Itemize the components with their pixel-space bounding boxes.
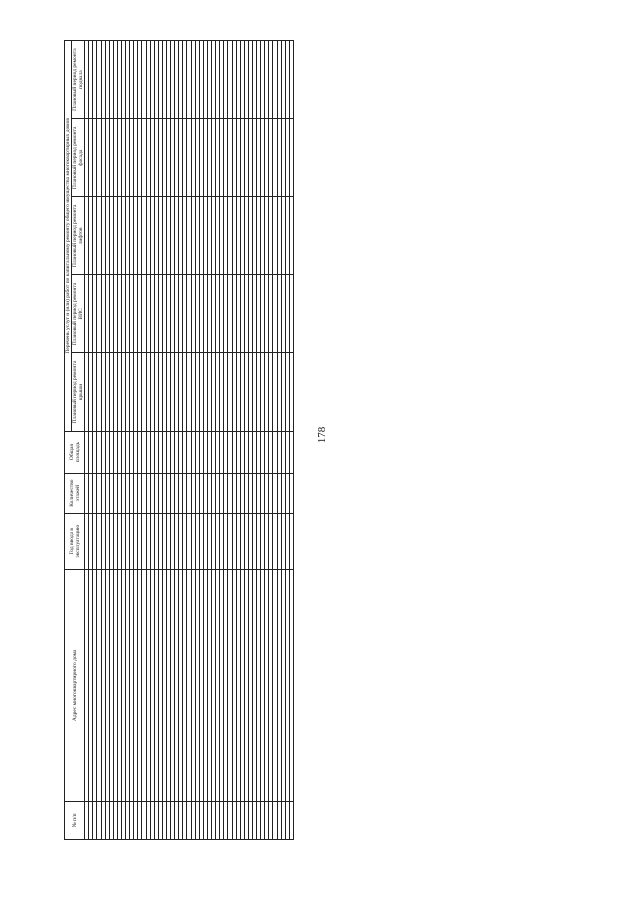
header-row-top: [65, 41, 72, 840]
table-cell: [289, 41, 293, 119]
table-cell: [289, 473, 293, 513]
header-area: Общая площадь: [65, 431, 85, 473]
header-address: Адрес многоквартирного дома: [65, 569, 85, 801]
header-sub-1: Плановый период ремонта крыши: [72, 353, 85, 431]
table-row: [289, 41, 293, 840]
header-no: № п/п: [65, 801, 85, 839]
header-sub-5: Плановый период ремонта подвала: [72, 41, 85, 119]
table-cell: [289, 431, 293, 473]
table-cell: [289, 119, 293, 197]
header-sub-4: Плановый период ремонта фасада: [72, 119, 85, 197]
table-cell: [289, 801, 293, 839]
table-container: [64, 40, 294, 840]
header-sub-3: Плановый период ремонта лифтов: [72, 197, 85, 275]
table-cell: [289, 569, 293, 801]
header-year: Год ввода в эксплуатацию: [65, 513, 85, 569]
header-sub-2: Плановый период ремонта ВИС: [72, 275, 85, 353]
page-number: 178: [316, 426, 328, 444]
table-cell: [289, 513, 293, 569]
repair-schedule-table: [64, 40, 294, 840]
rotated-table-sheet: [64, 40, 294, 840]
table-cell: [289, 197, 293, 275]
table-cell: [289, 275, 293, 353]
header-floors: Количество этажей: [65, 473, 85, 513]
table-header: [65, 41, 85, 840]
table-body: [85, 41, 294, 840]
header-works-group: Перечень услуг и (или) работ по капитальному ремонту общего имущества многоквартирных домов: [65, 41, 72, 432]
table-cell: [289, 353, 293, 431]
